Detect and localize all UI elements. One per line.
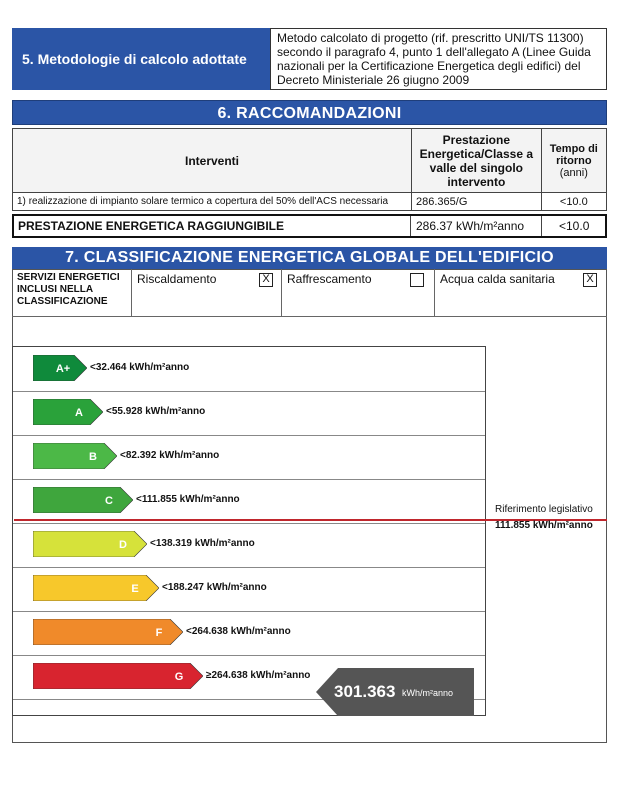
class-bar-a <box>33 399 103 425</box>
scale-row-divider <box>13 391 485 392</box>
class-threshold-label: <188.247 kWh/m²anno <box>162 582 267 593</box>
section-5-title: 5. Metodologie di calcolo adottate <box>12 28 270 90</box>
class-threshold-label: <264.638 kWh/m²anno <box>186 626 291 637</box>
result-indicator <box>316 668 474 716</box>
result-unit: kWh/m²anno <box>402 688 454 698</box>
service-label: Raffrescamento <box>287 272 372 286</box>
row-tempo: <10.0 <box>541 193 606 211</box>
class-bar-aplus <box>33 355 87 381</box>
service-riscaldamento <box>132 269 282 317</box>
section-5-text: Metodo calcolato di progetto (rif. prescritto UNI/TS 11300) secondo il paragrafo 4, punto 1 dell'allegato A (Linee Guida nazionali per la Certificazione Energetica degli edifici) del Decreto Ministeriale 26 giugno 2009 <box>270 28 607 90</box>
row-prestazione: 286.365/G <box>412 193 542 211</box>
reference-value: 111.855 kWh/m²anno <box>495 520 593 531</box>
energy-scale <box>12 346 486 716</box>
row-number: 1) <box>17 196 26 207</box>
class-threshold-label: <55.928 kWh/m²anno <box>106 406 206 417</box>
service-checkbox <box>410 273 424 287</box>
class-letter: A+ <box>55 363 71 375</box>
class-bar-d <box>33 531 147 557</box>
section-7-title: 7. CLASSIFICAZIONE ENERGETICA GLOBALE DELL'EDIFICIO <box>12 247 607 269</box>
row-text: realizzazione di impianto solare termico a copertura del 50% dell'ACS necessaria <box>28 196 388 207</box>
scale-row-divider <box>13 479 485 480</box>
class-threshold-label: <32.464 kWh/m²anno <box>90 362 190 373</box>
services-label: SERVIZI ENERGETICI INCLUSI NELLA CLASSIFICAZIONE <box>12 269 132 317</box>
scale-row-divider <box>13 435 485 436</box>
service-label: Acqua calda sanitaria <box>440 272 555 286</box>
class-bar-e <box>33 575 159 601</box>
service-checkbox: X <box>259 273 273 287</box>
col-prestazione: Prestazione Energetica/Classe a valle del singolo intervento <box>412 129 542 193</box>
class-threshold-label: <111.855 kWh/m²anno <box>136 494 240 505</box>
class-letter: D <box>119 539 127 551</box>
col-tempo <box>541 129 606 193</box>
service-raffrescamento <box>282 269 435 317</box>
col-interventi: Interventi <box>13 129 412 193</box>
row-intervento <box>13 193 412 211</box>
class-threshold-label: <138.319 kWh/m²anno <box>150 538 255 549</box>
col-tempo-sub: (anni) <box>559 166 588 179</box>
class-bar-f <box>33 619 183 645</box>
summary-label: PRESTAZIONE ENERGETICA RAGGIUNGIBILE <box>18 219 285 233</box>
scale-row-divider <box>13 655 485 656</box>
table-row <box>13 193 607 211</box>
class-bar-b <box>33 443 117 469</box>
col-tempo-label: Tempo di ritorno <box>549 142 598 167</box>
service-label: Riscaldamento <box>137 272 217 286</box>
section-6-title: 6. RACCOMANDAZIONI <box>12 100 607 125</box>
class-threshold-label: ≥264.638 kWh/m²anno <box>206 670 311 681</box>
summary-value: 286.37 kWh/m²anno <box>416 219 525 233</box>
class-bar-c <box>33 487 133 513</box>
services-row <box>12 269 607 317</box>
scale-row-divider <box>13 523 485 524</box>
recommendations-table <box>12 128 607 211</box>
class-letter: E <box>131 583 139 595</box>
class-letter: F <box>155 627 163 639</box>
class-threshold-label: <82.392 kWh/m²anno <box>120 450 220 461</box>
summary-tempo: <10.0 <box>559 219 590 233</box>
class-letter: G <box>174 671 184 683</box>
class-letter: C <box>105 495 113 507</box>
reference-label: Riferimento legislativo <box>495 504 593 515</box>
scale-row-divider <box>13 567 485 568</box>
class-bar-g <box>33 663 203 689</box>
service-acqua <box>435 269 607 317</box>
service-checkbox: X <box>583 273 597 287</box>
class-letter: A <box>75 407 83 419</box>
scale-row-divider <box>13 611 485 612</box>
result-value: 301.363 <box>334 682 396 701</box>
summary-row <box>12 214 607 238</box>
section-5 <box>12 28 607 90</box>
class-letter: B <box>89 451 97 463</box>
